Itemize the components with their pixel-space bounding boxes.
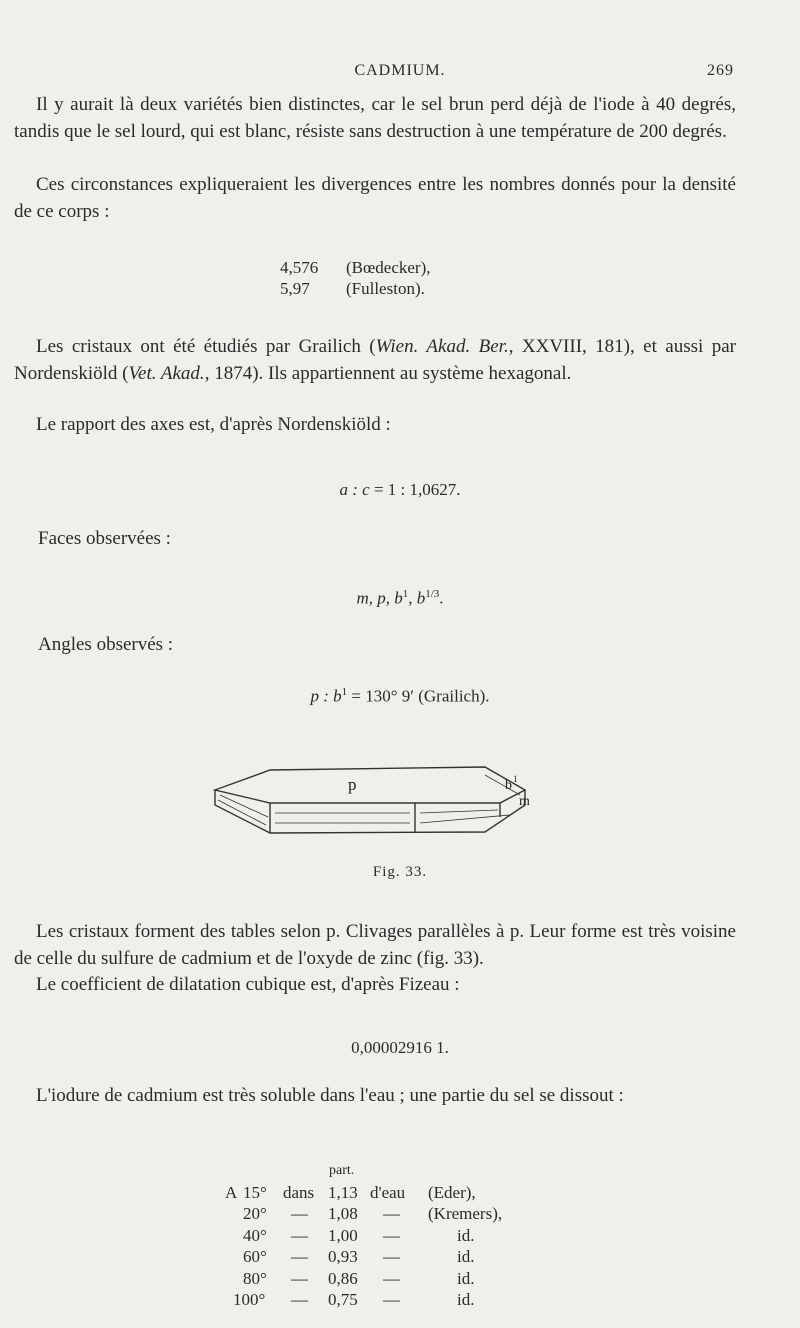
angles-label: Angles observés : [38, 634, 174, 655]
figure-label-b-sup: 1 [513, 774, 518, 784]
paragraph-crystals: Les cristaux ont été étudiés par Grailich (Wien. Akad. Ber., XXVIII, 181), et aussi par Nordenskiöld (Vet. Akad., 1874). Ils appartiennent au système hexagonal. [14, 336, 736, 384]
density-row: 4,576 (Bœdecker), [280, 258, 431, 277]
faces-list: m, p, $b^1$, $b^{1/3}$. [356, 588, 444, 608]
angle-measure: p : $b^1 = 130^\circ$ 9′ (Grailich). [310, 686, 490, 706]
running-header [0, 62, 800, 86]
crystal-figure [200, 755, 550, 845]
book-page: CADMIUM. 269 Il y aurait là deux variétés bien distinctes, car le sel brun perd déjà de l'iode à 40 degrés, tandis que le sel lourd, qui est blanc, résiste sans destruction à une température de 200 degrés. Ces circonstances expliqueraient les divergences entre les nombres donnés pour la densité de ce corps : 4,576 (Bœdecker), 5,97 (Fulleston). Les cristaux ont été étudiés par Grailich (Wien. Akad. Ber., XXVIII, 181), et aussi par Nordenskiöld (Vet. Akad., 1874). Ils appartiennent au système hexagonal. Le rapport des axes est, d'après Nordenskiöld : a : c = 1 : 1,0627. Faces observées : m, p, $b^1$, $b^{1/3}$. Angles observés : p : $b^1 = 130^\circ$ 9′ (Grailich). p b 1 m Fig. 33. Les cristaux forment des tables selon p. Clivages parallèles à p. Leur forme est très voisine de celle du sulfure de cadmium et de l'oxyde de zinc (fig. 33). Le coefficient de dilatation cubique est, d'après Fizeau : 0,00002916 1. L'iodure de cadmium est très soluble dans l'eau ; une partie du sel se dissout : part. A 15° dans 1,13 d'eau (Eder), 20° — 1,08 — (Kremers), 40° — 1,00 — id. 60° — 0,93 — id. 80° — 0,86 — id. 100° — 0,75 — id. [0, 0, 800, 1328]
page-number: 269 [707, 62, 734, 79]
figure-caption: Fig. 33. [372, 864, 428, 880]
paragraph-solubility: L'iodure de cadmium est très soluble dans l'eau ; une partie du sel se dissout : [36, 1085, 624, 1106]
crystal-prism-edges [215, 790, 525, 833]
axes-ratio: a : c = 1 : 1,0627. [339, 480, 461, 499]
header-title: CADMIUM. [354, 62, 446, 79]
density-row: 5,97 (Fulleston). [280, 279, 425, 298]
dilatation-coefficient: 0,00002916 1. [351, 1038, 449, 1057]
paragraph-tables: Les cristaux forment des tables selon p. Clivages parallèles à p. Leur forme est très voisine de celle du sulfure de cadmium et de l'oxyde de zinc (fig. 33). [14, 921, 736, 969]
paragraph-varieties: Il y aurait là deux variétés bien distinctes, car le sel brun perd déjà de l'iode à 40 degrés, tandis que le sel lourd, qui est blanc, résiste sans destruction à une température de 200 degrés. [14, 94, 736, 142]
density-list [280, 257, 431, 299]
faces-label: Faces observées : [38, 528, 171, 549]
figure-label-p: p [348, 775, 357, 794]
paragraph-divergences: Ces circonstances expliqueraient les divergences entre les nombres donnés pour la densité de ce corps : [14, 174, 736, 222]
paragraph-axes: Le rapport des axes est, d'après Nordenskiöld : [36, 414, 391, 435]
figure-label-b: b [505, 778, 512, 793]
paragraph-dilatation: Le coefficient de dilatation cubique est, d'après Fizeau : [36, 974, 460, 995]
figure-label-m: m [519, 794, 530, 809]
crystal-top-face [215, 767, 525, 803]
